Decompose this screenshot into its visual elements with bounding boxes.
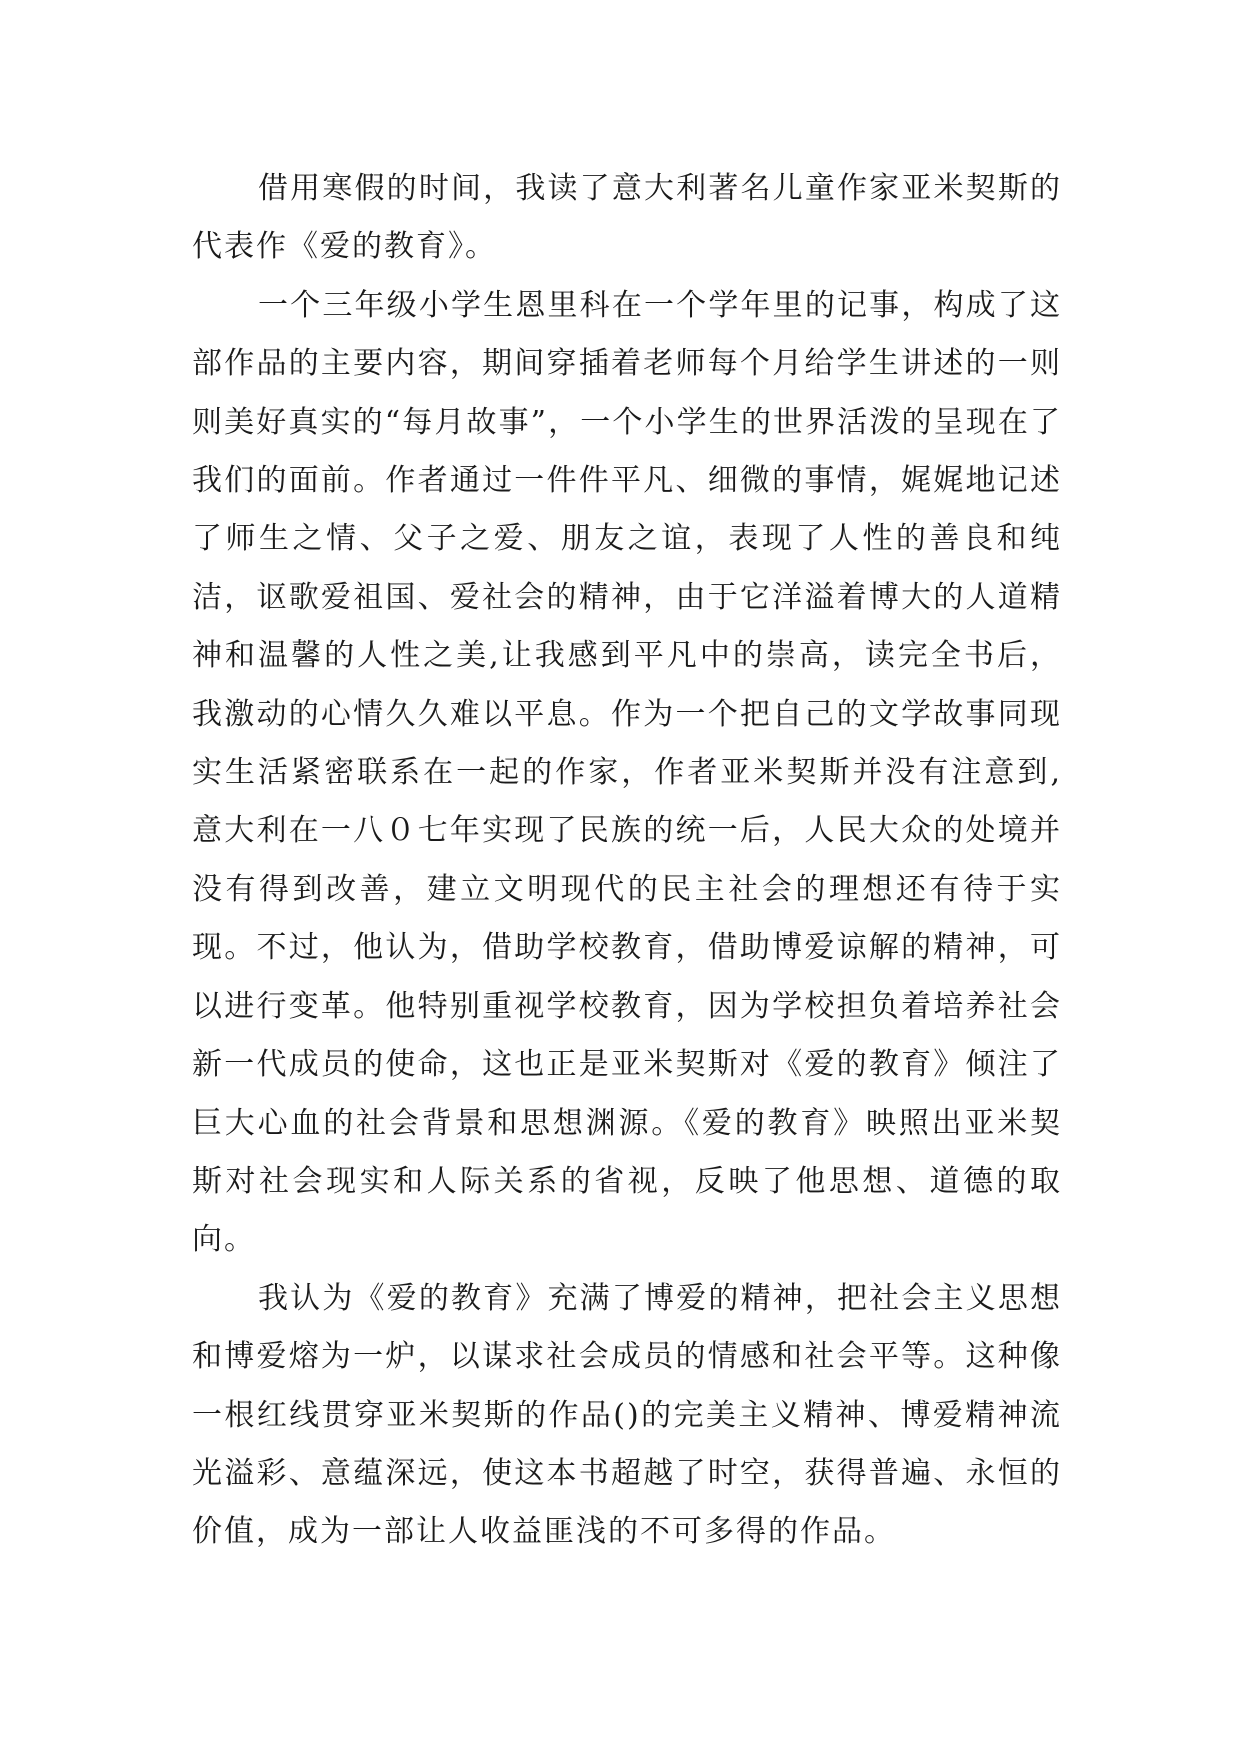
document-body: [192, 160, 1062, 1562]
paragraph-2: 一个三年级小学生恩里科在一个学年里的记事，构成了这部作品的主要内容，期间穿插着老师每个月给学生讲述的一则则美好真实的“每月故事”，一个小学生的世界活泼的呈现在了我们的面前。作者通过一件件平凡、细微的事情，娓娓地记述了师生之情、父子之爱、朋友之谊，表现了人性的善良和纯洁，讴歌爱祖国、爱社会的精神，由于它洋溢着博大的人道精神和温馨的人性之美,让我感到平凡中的崇高，读完全书后，我激动的心情久久难以平息。作为一个把自己的文学故事同现实生活紧密联系在一起的作家，作者亚米契斯并没有注意到,意大利在一八０七年实现了民族的统一后，人民大众的处境并没有得到改善，建立文明现代的民主社会的理想还有待于实现。不过，他认为，借助学校教育，借助博爱谅解的精神，可以进行变革。他特别重视学校教育，因为学校担负着培养社会新一代成员的使命，这也正是亚米契斯对《爱的教育》倾注了巨大心血的社会背景和思想渊源。《爱的教育》映照出亚米契斯对社会现实和人际关系的省视，反映了他思想、道德的取向。: [192, 287, 1062, 1258]
paragraph-3: 我认为《爱的教育》充满了博爱的精神，把社会主义思想和博爱熔为一炉，以谋求社会成员的情感和社会平等。这种像一根红线贯穿亚米契斯的作品()的完美主义精神、博爱精神流光溢彩、意蕴深远，使这本书超越了时空，获得普遍、永恒的价值，成为一部让人收益匪浅的不可多得的作品。: [192, 1280, 1062, 1550]
paragraph-1: 借用寒假的时间，我读了意大利著名儿童作家亚米契斯的代表作《爱的教育》。: [192, 171, 1062, 265]
